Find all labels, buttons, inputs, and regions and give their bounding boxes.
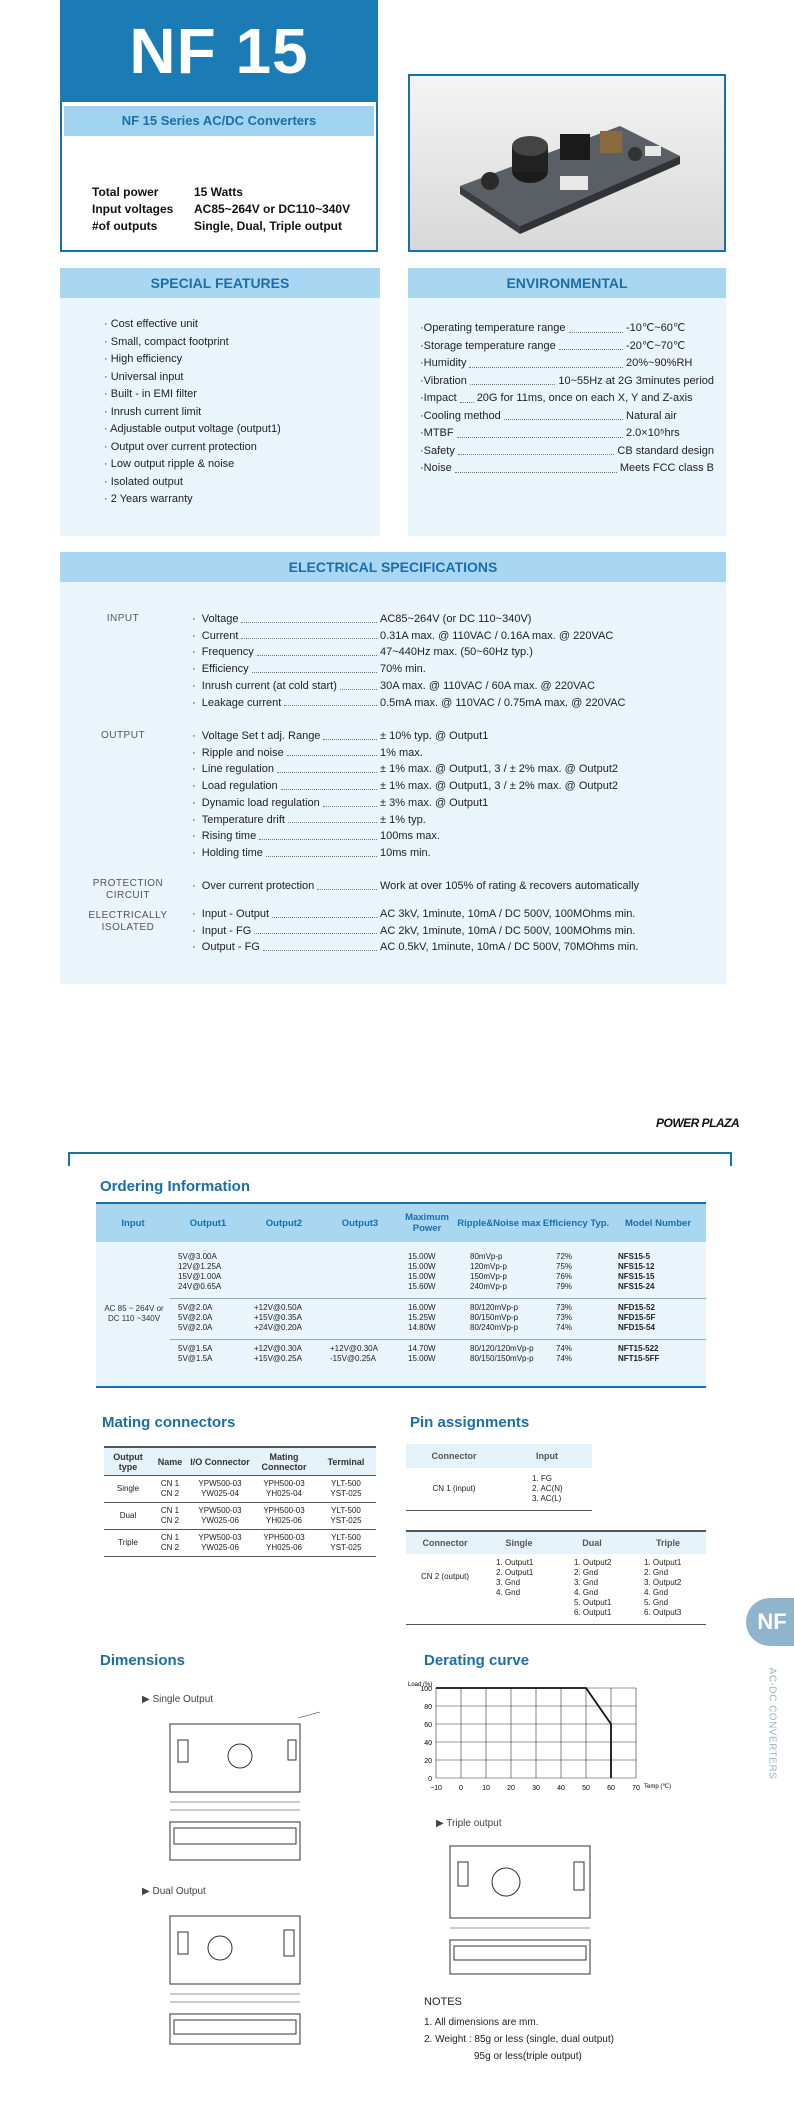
list-item: · 2 Years warranty	[104, 491, 380, 509]
list-item: · Over current protection Work at over 105% of rating & recovers automatically	[192, 880, 640, 892]
x-tick-label: 0	[459, 1785, 463, 1792]
mating-table: Output type Name I/O Connector Mating Connector Terminal Single CN 1 CN 2 YPW500-03 YW025-04 YPH500-03 YH025-04 YLT-500 YST-025 Dual CN 1 CN 2 YPW500-03 YW025-06 YPH500-03 YH025-06 YLT-500 YST-025 Triple CN 1 CN 2 YPW500-03 YW025-06 YPH500-03 YH025-06 YLT-500 YST-025	[104, 1446, 376, 1557]
list-item: · Efficiency 70% min.	[192, 663, 426, 676]
table-row	[170, 1340, 706, 1370]
list-item: · Holding time 10ms min.	[192, 846, 431, 859]
table-cell	[322, 1252, 398, 1292]
input-group-label: INPUT	[106, 613, 140, 624]
derating-line	[436, 1688, 611, 1778]
triple-output-drawing	[440, 1832, 660, 1992]
list-item: 5. Output1	[574, 1598, 612, 1607]
table-cell: YPH500-03 YH025-04	[263, 1479, 305, 1498]
table-cell: 80/120/120mVp-p 80/150/150mVp-p	[470, 1344, 534, 1363]
derating-title: Derating curve	[424, 1652, 530, 1669]
model-title: NF 15	[129, 15, 309, 87]
ordering-input: AC 85 ~ 264V or DC 110 ~340V	[104, 1304, 164, 1323]
table-cell: 5V@2.0A 5V@2.0A 5V@2.0A	[178, 1303, 213, 1332]
list-item: · Load regulation ± 1% max. @ Output1, 3 / ± 2% max. @ Output2	[192, 780, 619, 793]
list-item: · Safety CB standard design	[420, 444, 714, 457]
table-cell: 5V@1.5A 5V@1.5A	[178, 1344, 213, 1363]
table-cell: +12V@0.30A +15V@0.25A	[254, 1344, 302, 1363]
y-tick-label: 40	[424, 1740, 432, 1747]
list-item: · High efficiency	[104, 351, 380, 369]
x-tick-label: 50	[582, 1785, 590, 1792]
table-cell: Dual	[119, 1511, 137, 1520]
features-panel	[60, 268, 380, 536]
table-cell: YPW500-03 YW025-06	[198, 1533, 242, 1552]
table-cell: 16.00W 15.25W 14.80W	[408, 1303, 436, 1332]
list-item: 6. Output1	[574, 1608, 612, 1617]
y-tick-label: 80	[424, 1704, 432, 1711]
cn1-pins: 1. FG 2. AC(N) 3. AC(L)	[532, 1474, 563, 1503]
table-cell: YPW500-03 YW025-04	[198, 1479, 242, 1498]
y-tick-label: 60	[424, 1722, 432, 1729]
mating-title: Mating connectors	[102, 1414, 236, 1431]
list-item: · Cooling method Natural air	[420, 409, 677, 422]
x-tick-label: 40	[557, 1785, 565, 1792]
list-item: 6. Output3	[644, 1608, 682, 1617]
brand-logo: POWER PLAZA	[656, 1116, 740, 1130]
y-tick-label: 100	[420, 1686, 432, 1693]
list-item: 3. Gnd	[574, 1578, 599, 1587]
dimensions-title: Dimensions	[100, 1652, 186, 1669]
single-output-label: ▶ Single Output	[142, 1694, 214, 1705]
table-cell	[246, 1252, 322, 1292]
side-tab-label: AC-DC CONVERTERS	[766, 1667, 778, 1780]
table-cell: +12V@0.30A -15V@0.25A	[330, 1344, 378, 1363]
table-cell: 72% 75% 76% 79%	[556, 1252, 573, 1291]
ordering-title: Ordering Information	[100, 1178, 250, 1195]
pins-dual	[554, 1558, 630, 1618]
table-cell: CN 1 CN 2	[160, 1506, 180, 1525]
x-tick-label: 70	[632, 1785, 640, 1792]
list-item: 4. Gnd	[644, 1588, 669, 1597]
y-axis-label: Load (%)	[408, 1682, 433, 1688]
list-item: · Output - FG AC 0.5kV, 1minute, 10mA / DC 500V, 70MOhms min.	[192, 941, 639, 954]
output-group-label: OUTPUT	[100, 730, 146, 741]
list-item: · Frequency 47~440Hz max. (50~60Hz typ.)	[192, 646, 533, 659]
table-cell	[322, 1303, 398, 1333]
cn1-label: CN 1 (input)	[432, 1484, 476, 1493]
x-axis-label: Temp (℃)	[644, 1784, 672, 1790]
table-cell: YPW500-03 YW025-06	[198, 1506, 242, 1525]
ordering-table	[96, 1202, 706, 1388]
product-photo	[408, 74, 726, 252]
list-item: · Output over current protection	[104, 439, 380, 457]
list-item: · Universal input	[104, 369, 380, 387]
list-item: · Vibration 10~55Hz at 2G 3minutes period	[420, 374, 714, 387]
x-tick-label: 20	[507, 1785, 515, 1792]
table-cell: YLT-500 YST-025	[330, 1533, 362, 1552]
list-item: · Humidity 20%~90%RH	[420, 357, 693, 369]
environmental-title: ENVIRONMENTAL	[408, 268, 726, 298]
cn2-label: CN 2 (output)	[420, 1572, 470, 1581]
list-item: · Low output ripple & noise	[104, 456, 380, 474]
table-row	[104, 1503, 376, 1530]
list-item: 4. Gnd	[574, 1588, 599, 1597]
list-item: 3. Gnd	[496, 1578, 521, 1587]
list-item: 4. Gnd	[496, 1588, 521, 1597]
table-cell: 80mVp-p 120mVp-p 150mVp-p 240mVp-p	[470, 1252, 507, 1291]
list-item: · Line regulation ± 1% max. @ Output1, 3 / ± 2% max. @ Output2	[192, 763, 619, 776]
pins-table-output: Connector Single Dual Triple CN 2 (output) 1. Output1 2. Output1 3. Gnd 4. Gnd 1. Output2 2. Gnd 3. Gnd 4. Gnd 5. Output1 6. Output1 1. Output1 2. Gnd 3. Output2 4. Gnd 5. Gnd 6. Output3	[406, 1530, 706, 1625]
table-cell: NFT15-522 NFT15-5FF	[618, 1344, 660, 1363]
table-cell: +12V@0.50A +15V@0.35A +24V@0.20A	[254, 1303, 302, 1332]
list-item: 1. Output1	[496, 1558, 534, 1567]
list-item: · Leakage current 0.5mA max. @ 110VAC / 0.75mA max. @ 220VAC	[192, 696, 626, 709]
list-item: 5. Gnd	[644, 1598, 669, 1607]
dual-output-drawing	[150, 1902, 370, 2062]
ordering-rows	[170, 1248, 706, 1370]
list-item: · Input - Output AC 3kV, 1minute, 10mA / DC 500V, 100MOhms min.	[192, 908, 636, 920]
list-item: 2. Gnd	[644, 1568, 669, 1577]
table-cell: 15.00W 15.00W 15.00W 15.60W	[408, 1252, 436, 1291]
list-item: · Operating temperature range -10℃~60℃	[420, 322, 686, 334]
triple-output-label: ▶ Triple output	[436, 1818, 502, 1829]
pins-single	[484, 1558, 554, 1618]
table-row	[104, 1476, 376, 1503]
side-tab-code: NF	[757, 1609, 787, 1634]
table-cell: 73% 73% 74%	[556, 1303, 573, 1332]
list-item: 2. Weight : 85g or less (single, dual output)	[424, 2034, 614, 2045]
list-item: · Input - FG AC 2kV, 1minute, 10mA / DC 500V, 100MOhms min.	[192, 924, 636, 937]
x-tick-label: 10	[482, 1785, 490, 1792]
list-item: · Isolated output	[104, 474, 380, 492]
table-row	[104, 1530, 376, 1557]
list-item: · Built - in EMI filter	[104, 386, 380, 404]
list-item: 95g or less(triple output)	[474, 2051, 582, 2062]
table-cell: 5V@3.00A 12V@1.25A 15V@1.00A 24V@0.65A	[178, 1252, 222, 1291]
input-specs	[192, 611, 712, 711]
table-cell: YPH500-03 YH025-06	[263, 1506, 305, 1525]
isolated-group-label: ELECTRICALLY ISOLATED	[88, 910, 168, 933]
list-item: · Storage temperature range -20℃~70℃	[420, 339, 686, 352]
list-item: · Ripple and noise 1% max.	[192, 746, 423, 759]
header-specs: Total power 15 Watts Input voltages AC85~264V or DC110~340V #of outputs Single, Dual, Triple output	[92, 185, 351, 233]
notes-title: NOTES	[424, 1996, 462, 2008]
list-item: · Small, compact footprint	[104, 334, 380, 352]
x-tick-label: 30	[532, 1785, 540, 1792]
list-item: · Adjustable output voltage (output1)	[104, 421, 380, 439]
protection-specs	[192, 878, 712, 895]
table-cell: NFD15-52 NFD15-5F NFD15-54	[618, 1303, 656, 1332]
dual-output-label: ▶ Dual Output	[142, 1886, 206, 1897]
page-rule	[68, 1152, 732, 1154]
list-item: 2. Output1	[496, 1568, 534, 1577]
list-item: 1. Output1	[644, 1558, 682, 1567]
isolated-specs	[192, 906, 712, 956]
list-item: · Temperature drift ± 1% typ.	[192, 813, 426, 826]
list-item: 1. All dimensions are mm.	[424, 2017, 539, 2028]
table-cell: YLT-500 YST-025	[330, 1479, 362, 1498]
y-tick-label: 0	[428, 1776, 432, 1783]
y-tick-label: 20	[424, 1758, 432, 1765]
page-rule-left	[68, 1152, 70, 1166]
list-item: 2. Gnd	[574, 1568, 599, 1577]
single-output-drawing	[150, 1710, 370, 1870]
features-list	[104, 316, 380, 509]
notes-list	[424, 2014, 614, 2065]
derating-chart	[408, 1680, 672, 1800]
table-cell: CN 1 CN 2	[160, 1479, 180, 1498]
list-item: · Dynamic load regulation ± 3% max. @ Output1	[192, 796, 489, 809]
features-title: SPECIAL FEATURES	[60, 268, 380, 298]
table-cell: 14.70W 15.00W	[408, 1344, 436, 1363]
table-row	[170, 1299, 706, 1340]
list-item: · Current 0.31A max. @ 110VAC / 0.16A max. @ 220VAC	[192, 629, 614, 642]
environmental-list	[420, 320, 714, 478]
list-item: · Inrush current limit	[104, 404, 380, 422]
table-cell: Triple	[118, 1538, 138, 1547]
table-cell: NFS15-5 NFS15-12 NFS15-15 NFS15-24	[618, 1252, 655, 1291]
environmental-panel	[408, 268, 726, 536]
table-cell: YPH500-03 YH025-06	[263, 1533, 305, 1552]
list-item: · Voltage AC85~264V (or DC 110~340V)	[192, 613, 532, 625]
protection-group-label: PROTECTION CIRCUIT	[92, 878, 164, 901]
electrical-title: ELECTRICAL SPECIFICATIONS	[60, 552, 726, 582]
list-item: · Noise Meets FCC class B	[420, 462, 714, 474]
list-item: · Cost effective unit	[104, 316, 380, 334]
table-cell: 80/120mVp-p 80/150mVp-p 80/240mVp-p	[470, 1303, 519, 1332]
list-item: 3. Output2	[644, 1578, 682, 1587]
pins-table-input: Connector Input CN 1 (input) 1. FG 2. AC(N) 3. AC(L)	[406, 1444, 592, 1511]
pins-triple	[630, 1558, 706, 1618]
table-cell: 74% 74%	[556, 1344, 573, 1363]
table-cell: CN 1 CN 2	[160, 1533, 180, 1552]
list-item: · Impact 20G for 11ms, once on each X, Y and Z-axis	[420, 392, 693, 404]
list-item: · Rising time 100ms max.	[192, 830, 440, 843]
pins-title: Pin assignments	[410, 1414, 530, 1431]
table-cell: Single	[116, 1484, 140, 1493]
list-item: · Voltage Set t adj. Range ± 10% typ. @ Output1	[192, 730, 489, 742]
series-title: NF 15 Series AC/DC Converters	[64, 106, 374, 136]
page-rule-right	[730, 1152, 732, 1166]
list-item: · MTBF 2.0×10⁵hrs	[420, 427, 680, 439]
output-specs	[192, 728, 712, 862]
x-tick-label: 60	[607, 1785, 615, 1792]
list-item: 1. Output2	[574, 1558, 612, 1567]
table-row	[170, 1248, 706, 1299]
ordering-header: Input Output1 Output2 Output3 Maximum Power Ripple&Noise max Efficiency Typ. Model Number	[96, 1204, 706, 1242]
list-item: · Inrush current (at cold start) 30A max. @ 110VAC / 60A max. @ 220VAC	[192, 679, 595, 692]
x-tick-label: −10	[430, 1785, 442, 1792]
table-cell: YLT-500 YST-025	[330, 1506, 362, 1525]
